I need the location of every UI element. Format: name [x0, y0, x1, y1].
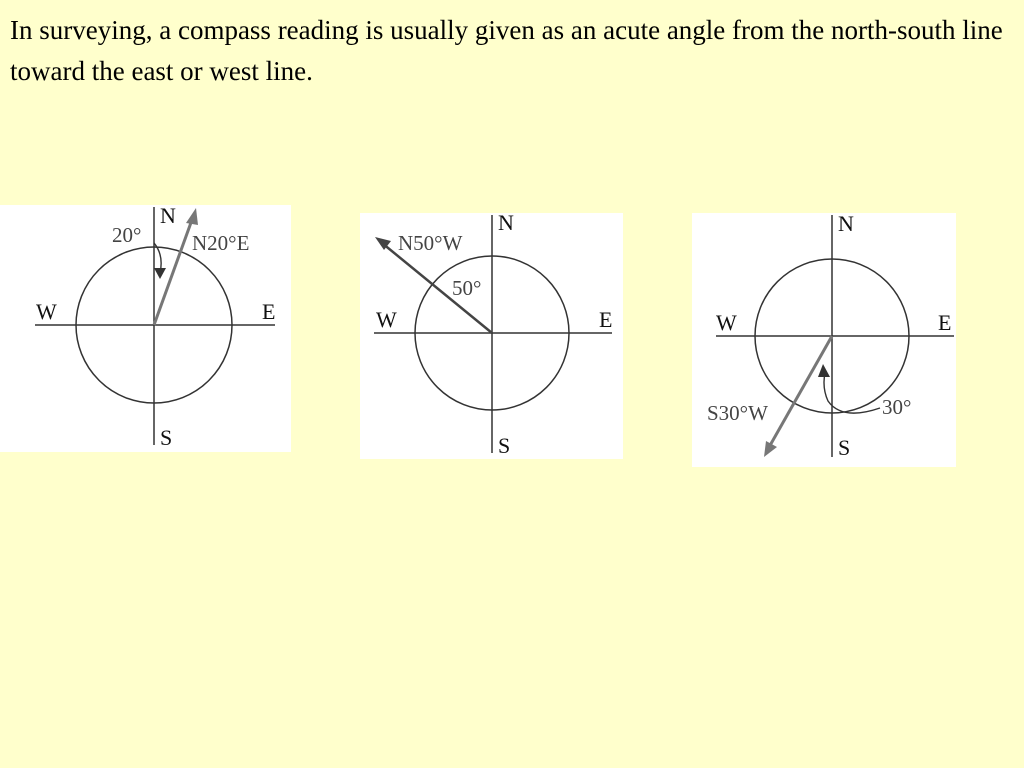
west-label: W	[716, 310, 737, 335]
east-label: E	[938, 310, 952, 335]
bearing-label: S30°W	[707, 401, 768, 425]
intro-paragraph: In surveying, a compass reading is usually given as an acute angle from the north-south line toward the east or west line.	[10, 15, 1003, 86]
bearing-arrowhead	[186, 208, 198, 225]
angle-arc-arrowhead	[154, 268, 166, 279]
north-label: N	[160, 203, 176, 228]
angle-arc-arrowhead	[818, 364, 830, 377]
compass-diagram-1-svg	[0, 205, 291, 452]
south-label: S	[160, 425, 173, 450]
compass-diagram-2-svg	[360, 210, 623, 459]
north-label: N	[838, 211, 854, 236]
angle-label: 20°	[112, 223, 142, 247]
north-label: N	[498, 210, 514, 235]
compass-diagram-n20e	[0, 205, 291, 452]
east-label: E	[599, 307, 613, 332]
east-label: E	[262, 299, 276, 324]
bearing-label: N20°E	[192, 231, 250, 255]
angle-label: 30°	[882, 395, 912, 419]
bearing-arrow-line	[768, 336, 832, 449]
bearing-label: N50°W	[398, 231, 463, 255]
compass-diagram-s30w	[692, 213, 956, 467]
south-label: S	[838, 435, 851, 460]
compass-diagram-n50w	[360, 210, 623, 459]
west-label: W	[36, 299, 57, 324]
west-label: W	[376, 307, 397, 332]
south-label: S	[498, 433, 511, 458]
angle-label: 50°	[452, 276, 482, 300]
compass-diagram-3-svg	[692, 213, 956, 467]
